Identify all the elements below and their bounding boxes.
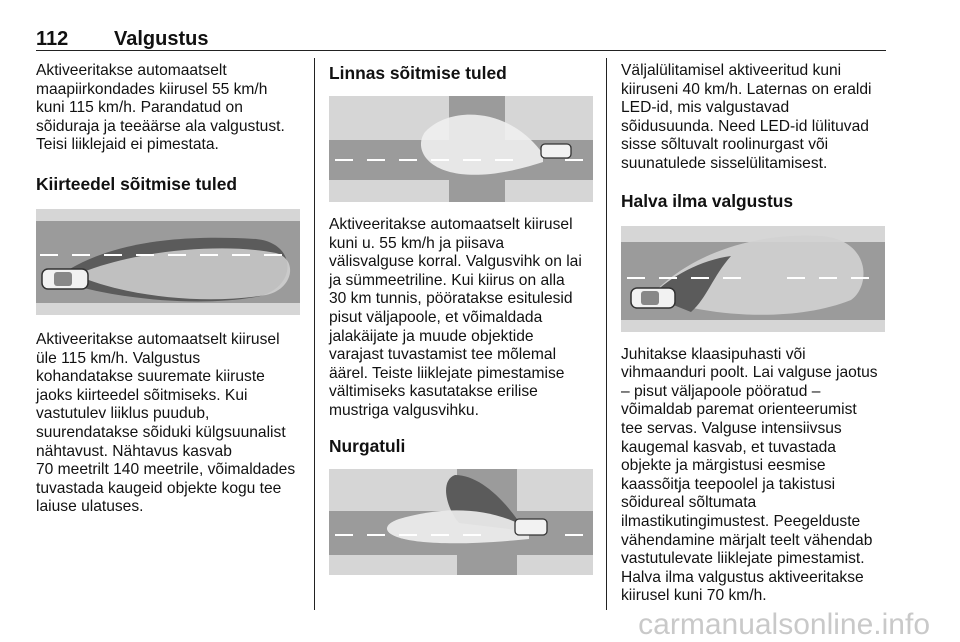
- section-title: Valgustus: [114, 28, 209, 50]
- paragraph: Aktiveeritakse automaatselt kiirusel kuni u. 55 km/h ja piisava välisvalguse korral. Valgusvihk on lai ja sümmeetriline. Kui kiirus on alla 30 km tunnis, pööratakse esitulesid pisut väljapoole, et võimaldada jalakäijate ja muude objektide varajast tuvastamist tee mõlemal äärel. Teiste liiklejate pimestamise vältimiseks kasutatakse erilise mustriga valgusvihku.: [329, 216, 582, 419]
- column-divider-2: [606, 58, 607, 610]
- column-2: [329, 62, 595, 575]
- page-header: [36, 28, 886, 52]
- watermark: carmanualsonline.info: [638, 608, 930, 641]
- bad-weather-light-figure: [621, 226, 885, 332]
- paragraph: Aktiveeritakse automaatselt kiirusel üle 115 km/h. Valgustus kohandatakse suuremate kiiruste jaoks kiirteedel sõitmiseks. Kui vastutulev liiklus puudub, suurendatakse sõiduki külgsuunalist nähtavust. Nähtavus kasvab 70 meetrilt 140 meetrile, võimaldades tuvastada kaugeid objekte kogu tee laiuse ulatuses.: [36, 330, 296, 516]
- subheading-highway-lights: Kiirteedel sõitmise tuled: [36, 173, 238, 194]
- paragraph: Väljalülitamisel aktiveeritud kuni kiiruseni 40 km/h. Laternas on eraldi LED-id, mis valgustavad sõidusuunda. Need LED-id lülituvad sisse sõltuvalt roolinurgast või suunatulede sisselülitamisest.: [621, 62, 872, 172]
- page-number: 112: [36, 28, 69, 50]
- paragraph: Juhitakse klaasipuhasti või vihmaanduri poolt. Lai valguse jaotus – pisut väljapoole pööratud – võimaldab paremat orienteerumist tee servas. Valguse intensiivsus kaugemal kasvab, et tuvastada objekte ja märgistusi eesmise kaassõitja teepoolel ja takistusi sõidureal sõltumata ilmastikutingimustest. Peegelduste vähendamine märjalt teelt vähendab vastutulevate liiklejate pimestamist. Halva ilma valgustus aktiveeritakse kiirusel kuni 70 km/h.: [621, 345, 878, 605]
- subheading-cornering-light: Nurgatuli: [329, 435, 406, 456]
- column-1: [36, 62, 302, 517]
- highway-light-figure: [36, 209, 300, 315]
- subheading-bad-weather-light: Halva ilma valgustus: [621, 190, 794, 211]
- cornering-light-figure: [329, 469, 593, 575]
- header-divider: [36, 50, 886, 51]
- paragraph: Aktiveeritakse automaatselt maapiirkondades kiirusel 55 km/h kuni 115 km/h. Parandatud on sõiduraja ja teeäärse ala valgustust. Teisi liiklejaid ei pimestata.: [36, 62, 285, 154]
- column-3: [621, 62, 887, 606]
- subheading-city-lights: Linnas sõitmise tuled: [329, 63, 507, 83]
- column-divider-1: [314, 58, 315, 610]
- city-light-figure: [329, 96, 593, 202]
